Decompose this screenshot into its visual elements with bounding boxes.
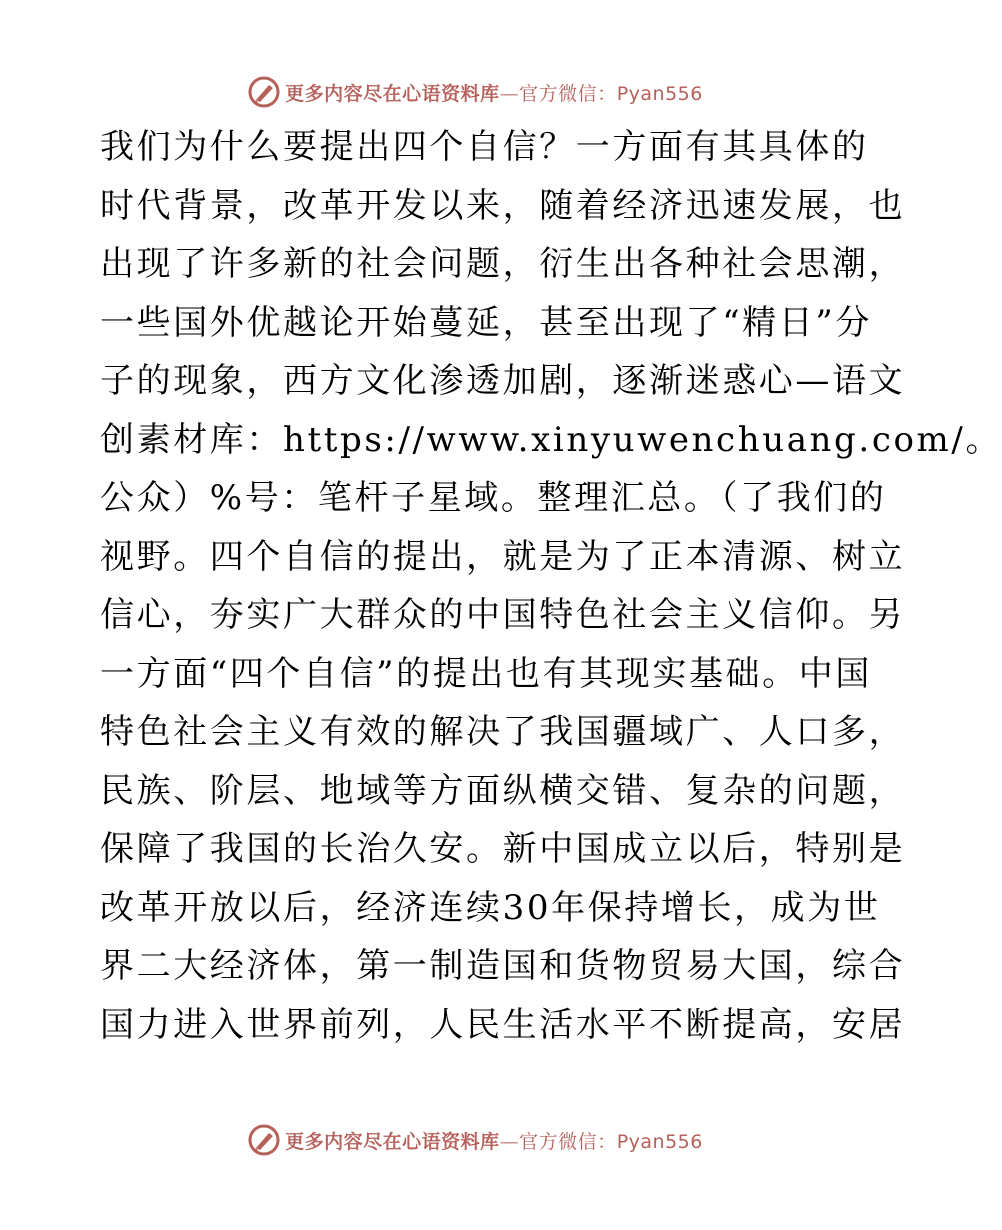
header-watermark-text (285, 79, 703, 106)
watermark-separator: — (499, 1130, 520, 1153)
body-line: 一方面“四个自信”的提出也有其现实基础。中国 (100, 653, 872, 694)
body-line: 创素材库：https://www.xinyuwenchuang.com/。 (100, 419, 1002, 460)
document-body (100, 118, 1002, 1054)
watermark-wechat-id: Pyan556 (616, 1130, 703, 1153)
pen-logo-icon (247, 1123, 281, 1157)
body-line: 国力进入世界前列，人民生活水平不断提高，安居 (100, 1004, 906, 1045)
body-line: 一些国外优越论开始蔓延，甚至出现了“精日”分 (100, 302, 872, 343)
body-line: 信心，夯实广大群众的中国特色社会主义信仰。另 (100, 595, 906, 635)
watermark-main: 更多内容尽在心语资料库 (285, 1130, 500, 1153)
watermark-label: 官方微信： (519, 82, 617, 105)
watermark-wechat-id: Pyan556 (616, 82, 703, 105)
watermark-main: 更多内容尽在心语资料库 (285, 82, 500, 105)
body-line: 改革开放以后，经济连续30年保持增长，成为世 (100, 887, 881, 928)
footer-watermark-text (285, 1127, 703, 1154)
watermark-separator: — (499, 82, 520, 105)
body-line: 时代背景，改革开发以来，随着经济迅速发展，也 (100, 185, 906, 226)
body-line: 民族、阶层、地域等方面纵横交错、复杂的问题， (100, 770, 906, 811)
pen-logo-icon (247, 75, 281, 109)
footer-watermark (0, 1120, 950, 1160)
header-watermark (0, 72, 950, 112)
body-line: 视野。四个自信的提出，就是为了正本清源、树立 (100, 536, 906, 577)
body-line: 出现了许多新的社会问题，衍生出各种社会思潮， (100, 244, 906, 284)
body-line: 界二大经济体，第一制造国和货物贸易大国，综合 (100, 946, 906, 986)
body-line: 子的现象，西方文化渗透加剧，逐渐迷惑心—语文 (100, 361, 906, 401)
body-line: 公众）%号：笔杆子星域。整理汇总。（了我们的 (100, 478, 887, 518)
body-line: 特色社会主义有效的解决了我国疆域广、人口多， (100, 712, 906, 752)
body-line: 保障了我国的长治久安。新中国成立以后，特别是 (100, 829, 906, 869)
body-line: 我们为什么要提出四个自信？一方面有其具体的 (100, 127, 869, 167)
watermark-label: 官方微信： (519, 1130, 617, 1153)
